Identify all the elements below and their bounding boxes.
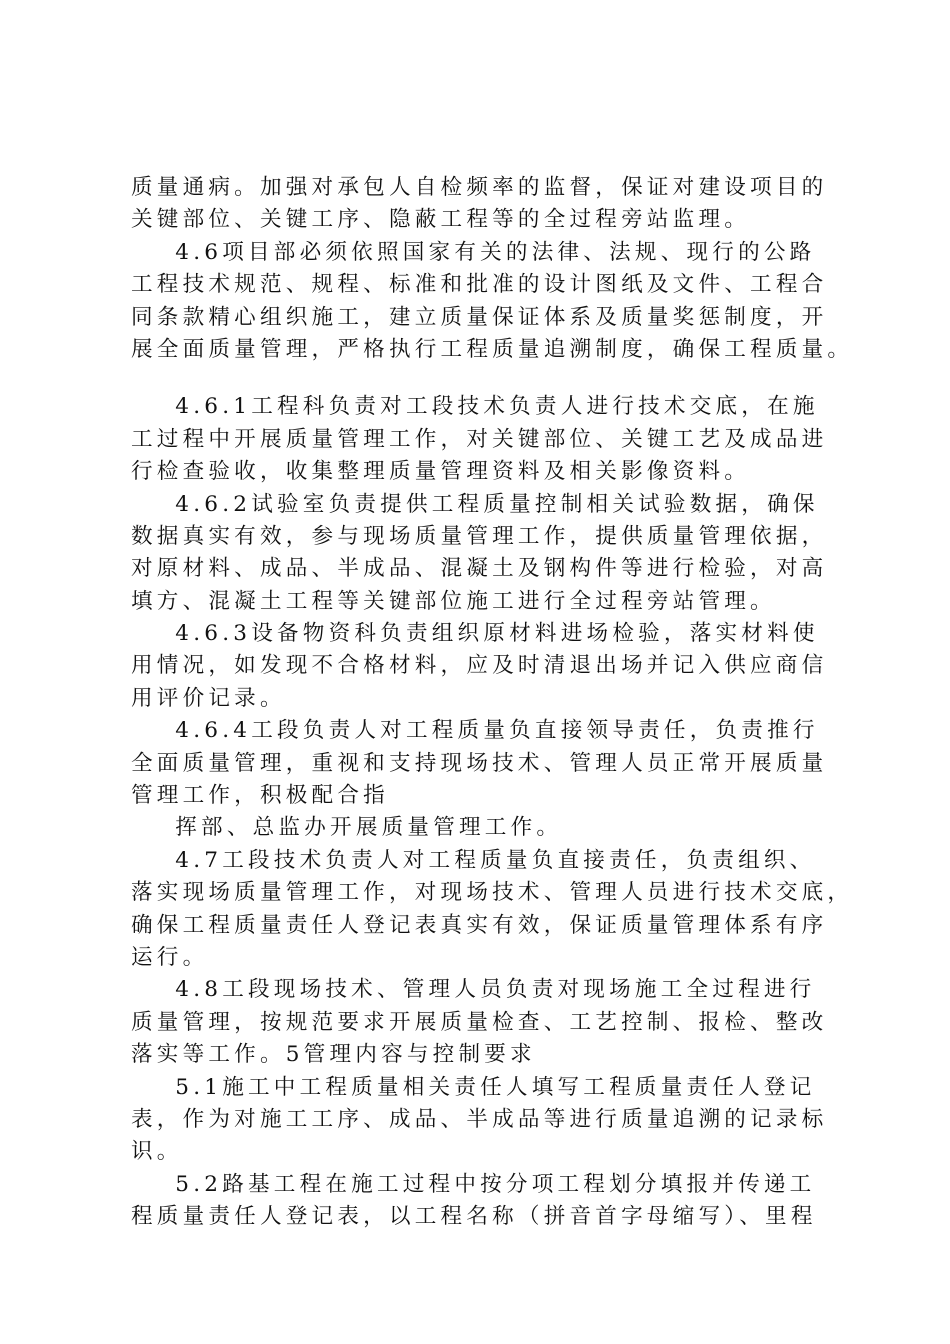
text-line: 同条款精心组织施工，建立质量保证体系及质量奖惩制度，开 (131, 304, 828, 330)
text-line: 4.8工段现场技术、管理人员负责对现场施工全过程进行 (131, 977, 816, 1003)
text-line: 用情况，如发现不合格材料，应及时清退出场并记入供应商信 (131, 653, 828, 679)
text-line: 工过程中开展质量管理工作，对关键部位、关键工艺及成品进 (131, 426, 828, 452)
text-line: 落实等工作。5管理内容与控制要求 (131, 1042, 536, 1068)
text-line: 对原材料、成品、半成品、混凝土及钢构件等进行检验，对高 (131, 556, 828, 582)
document-body (131, 172, 854, 1234)
text-line: 5.2路基工程在施工过程中按分项工程划分填报并传递工 (131, 1171, 816, 1197)
text-line: 运行。 (131, 944, 209, 970)
text-line: 挥部、总监办开展质量管理工作。 (131, 815, 563, 841)
text-line: 用评价记录。 (131, 685, 286, 711)
text-line: 5.1施工中工程质量相关责任人填写工程质量责任人登记 (131, 1074, 816, 1100)
text-line: 质量通病。加强对承包人自检频率的监督，保证对建设项目的 (131, 175, 828, 200)
text-line: 4.6.4工段负责人对工程质量负直接领导责任，负责推行 (131, 718, 819, 744)
text-line: 识。 (131, 1139, 183, 1165)
text-line: 4.6.2试验室负责提供工程质量控制相关试验数据，确保 (131, 491, 819, 517)
text-line: 落实现场质量管理工作，对现场技术、管理人员进行技术交底， (131, 880, 854, 906)
text-line: 4.6项目部必须依照国家有关的法律、法规、现行的公路 (131, 239, 816, 265)
text-line: 展全面质量管理，严格执行工程质量追溯制度，确保工程质量。 (131, 336, 854, 362)
text-line: 工程技术规范、规程、标准和批准的设计图纸及文件、工程合 (131, 272, 828, 298)
text-line: 质量管理，按规范要求开展质量检查、工艺控制、报检、整改 (131, 1009, 828, 1035)
text-line: 填方、混凝土工程等关键部位施工进行全过程旁站管理。 (131, 588, 776, 614)
text-line: 数据真实有效，参与现场质量管理工作，提供质量管理依据， (131, 523, 828, 549)
text-line: 4.7工段技术负责人对工程质量负直接责任，负责组织、 (131, 847, 816, 873)
text-line: 关键部位、关键工序、隐蔽工程等的全过程旁站监理。 (131, 207, 751, 233)
text-line: 表，作为对施工工序、成品、半成品等进行质量追溯的记录标 (131, 1106, 828, 1132)
text-line: 4.6.1工程科负责对工段技术负责人进行技术交底，在施 (131, 394, 819, 420)
text-line: 全面质量管理，重视和支持现场技术、管理人员正常开展质量 (131, 750, 828, 776)
text-line: 4.6.3设备物资科负责组织原材料进场检验，落实材料使 (131, 621, 819, 647)
text-line: 管理工作，积极配合指 (131, 783, 389, 809)
text-line: 确保工程质量责任人登记表真实有效，保证质量管理体系有序 (131, 912, 828, 938)
text-line: 行检查验收，收集整理质量管理资料及相关影像资料。 (131, 459, 751, 485)
paragraph-gap (131, 366, 851, 391)
text-line: 程质量责任人登记表，以工程名称（拼音首字母缩写）、里程 (131, 1204, 817, 1230)
